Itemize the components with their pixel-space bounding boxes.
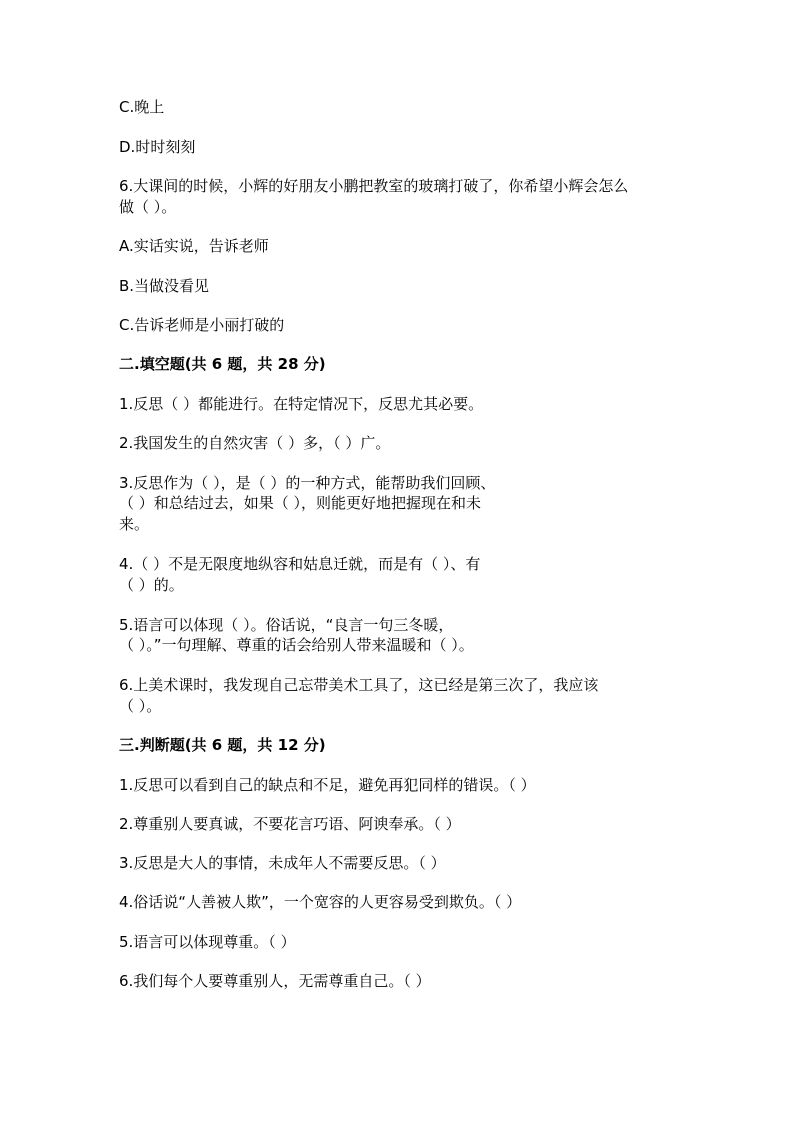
q6-option-c: C.告诉老师是小丽打破的 xyxy=(119,316,285,334)
fill-q4-line1: 4.（ ）不是无限度地纵容和姑息迁就，而是有（ ）、有 xyxy=(119,555,481,573)
section-true-false-heading: 三.判断题(共 6 题，共 12 分) xyxy=(119,736,326,754)
fill-q3-line1: 3.反思作为（ ），是（ ）的一种方式，能帮助我们回顾、 xyxy=(119,474,496,492)
fill-q3-line3: 来。 xyxy=(119,515,150,533)
fill-q2: 2.我国发生的自然灾害（ ）多，（ ）广。 xyxy=(119,434,391,452)
judge-q5: 5.语言可以体现尊重。（ ） xyxy=(119,933,296,951)
option-d-always: D.时时刻刻 xyxy=(119,138,196,156)
option-c-evening: C.晚上 xyxy=(119,98,165,116)
section-fill-blank-heading: 二.填空题(共 6 题，共 28 分) xyxy=(119,355,326,373)
fill-q5-line2: （ ）。”一句理解、尊重的话会给别人带来温暖和（ ）。 xyxy=(119,636,474,654)
judge-q3: 3.反思是大人的事情，未成年人不需要反思。（ ） xyxy=(119,854,446,872)
q6-option-a: A.实话实说，告诉老师 xyxy=(119,237,269,255)
q6-option-b: B.当做没看见 xyxy=(119,277,210,295)
judge-q4: 4.俗话说“人善被人欺”，一个宽容的人更容易受到欺负。（ ） xyxy=(119,893,522,911)
fill-q3-line2: （ ）和总结过去，如果（ ），则能更好地把握现在和未 xyxy=(119,494,482,512)
q6-choice-stem-line1: 6.大课间的时候，小辉的好朋友小鹏把教室的玻璃打破了，你希望小辉会怎么 xyxy=(119,177,629,195)
q6-choice-stem-line2: 做（ ）。 xyxy=(119,198,177,216)
fill-q1: 1.反思（ ）都能进行。在特定情况下，反思尤其必要。 xyxy=(119,395,484,413)
judge-q6: 6.我们每个人要尊重别人，无需尊重自己。（ ） xyxy=(119,972,431,990)
judge-q1: 1.反思可以看到自己的缺点和不足，避免再犯同样的错误。（ ） xyxy=(119,776,536,794)
fill-q5-line1: 5.语言可以体现（ ）。俗话说，“良言一句三冬暖， xyxy=(119,616,454,634)
fill-q4-line2: （ ）的。 xyxy=(119,576,184,594)
fill-q6-line1: 6.上美术课时，我发现自己忘带美术工具了，这已经是第三次了，我应该 xyxy=(119,676,599,694)
fill-q6-line2: （ ）。 xyxy=(119,697,162,715)
judge-q2: 2.尊重别人要真诚，不要花言巧语、阿谀奉承。（ ） xyxy=(119,815,461,833)
